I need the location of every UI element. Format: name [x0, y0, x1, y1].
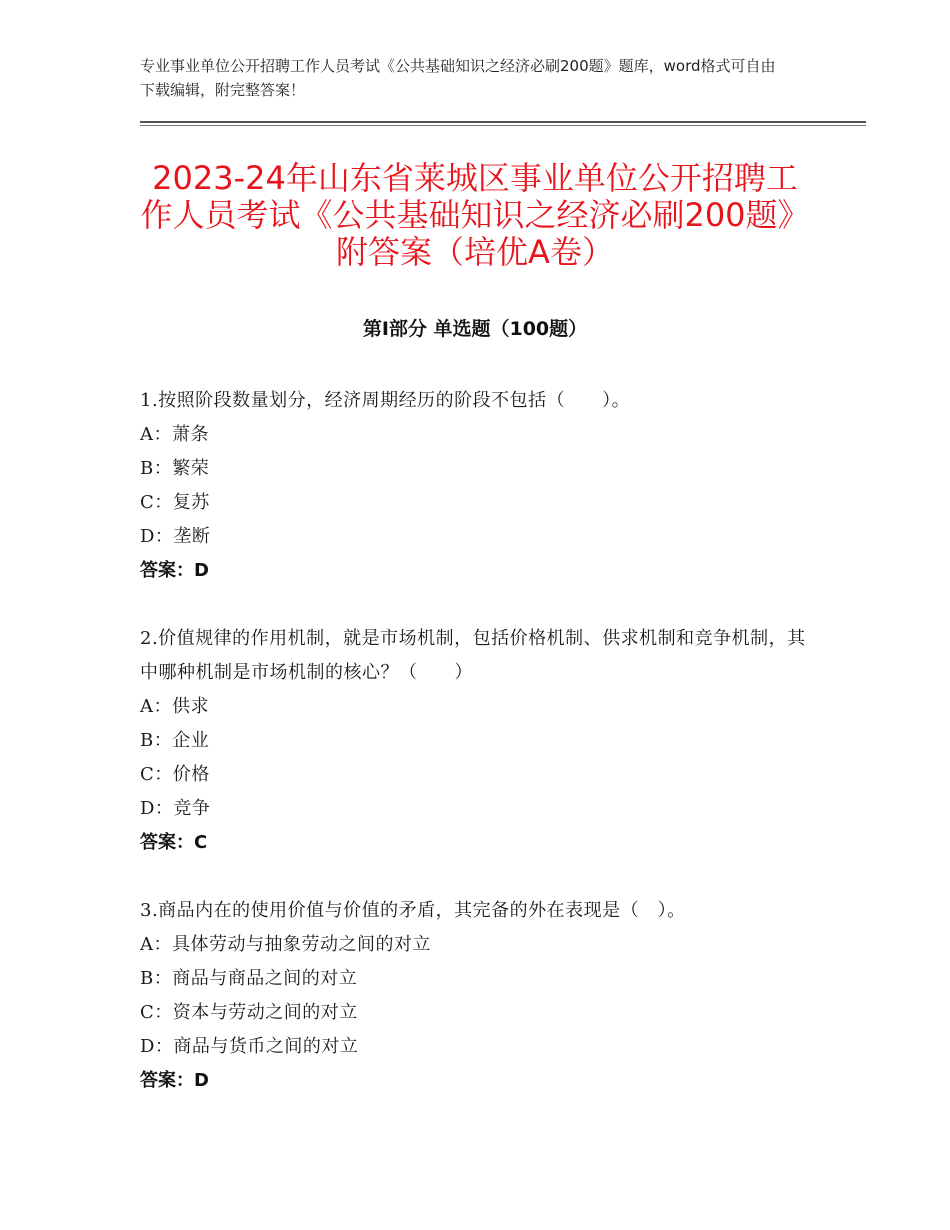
- answer: 答案：C: [140, 832, 208, 853]
- header-divider-thick: [140, 121, 866, 123]
- option-d: D：商品与货币之间的对立: [140, 1036, 359, 1057]
- option-b: B：繁荣: [140, 458, 210, 479]
- header-note: 专业事业单位公开招聘工作人员考试《公共基础知识之经济必刷200题》题库，word格式可自由下载编辑，附完整答案！: [140, 57, 776, 99]
- question-list: [140, 384, 810, 1132]
- question-2: [140, 622, 810, 860]
- option-b: B：企业: [140, 730, 210, 751]
- answer: 答案：D: [140, 560, 209, 581]
- option-a: A：供求: [140, 696, 209, 717]
- option-c: C：复苏: [140, 492, 210, 513]
- section-title: 第Ⅰ部分 单选题（100题）: [362, 318, 588, 340]
- question-1: [140, 384, 810, 588]
- option-c: C：资本与劳动之间的对立: [140, 1002, 358, 1023]
- header-divider-thin: [140, 125, 866, 126]
- document-title: 2023-24年山东省莱城区事业单位公开招聘工作人员考试《公共基础知识之经济必刷200题》附答案（培优A卷）: [140, 159, 810, 271]
- question-stem: 2.价值规律的作用机制，就是市场机制，包括价格机制、供求机制和竞争机制，其中哪种机制是市场机制的核心？（ ）: [140, 628, 806, 683]
- option-d: D：垄断: [140, 526, 211, 547]
- option-a: A：具体劳动与抽象劳动之间的对立: [140, 934, 431, 955]
- option-d: D：竞争: [140, 798, 211, 819]
- option-c: C：价格: [140, 764, 210, 785]
- option-b: B：商品与商品之间的对立: [140, 968, 358, 989]
- question-stem: 1.按照阶段数量划分，经济周期经历的阶段不包括（ ）。: [140, 390, 631, 411]
- answer: 答案：D: [140, 1070, 209, 1091]
- question-3: [140, 894, 810, 1098]
- question-stem: 3.商品内在的使用价值与价值的矛盾，其完备的外在表现是（ ）。: [140, 900, 686, 921]
- option-a: A：萧条: [140, 424, 209, 445]
